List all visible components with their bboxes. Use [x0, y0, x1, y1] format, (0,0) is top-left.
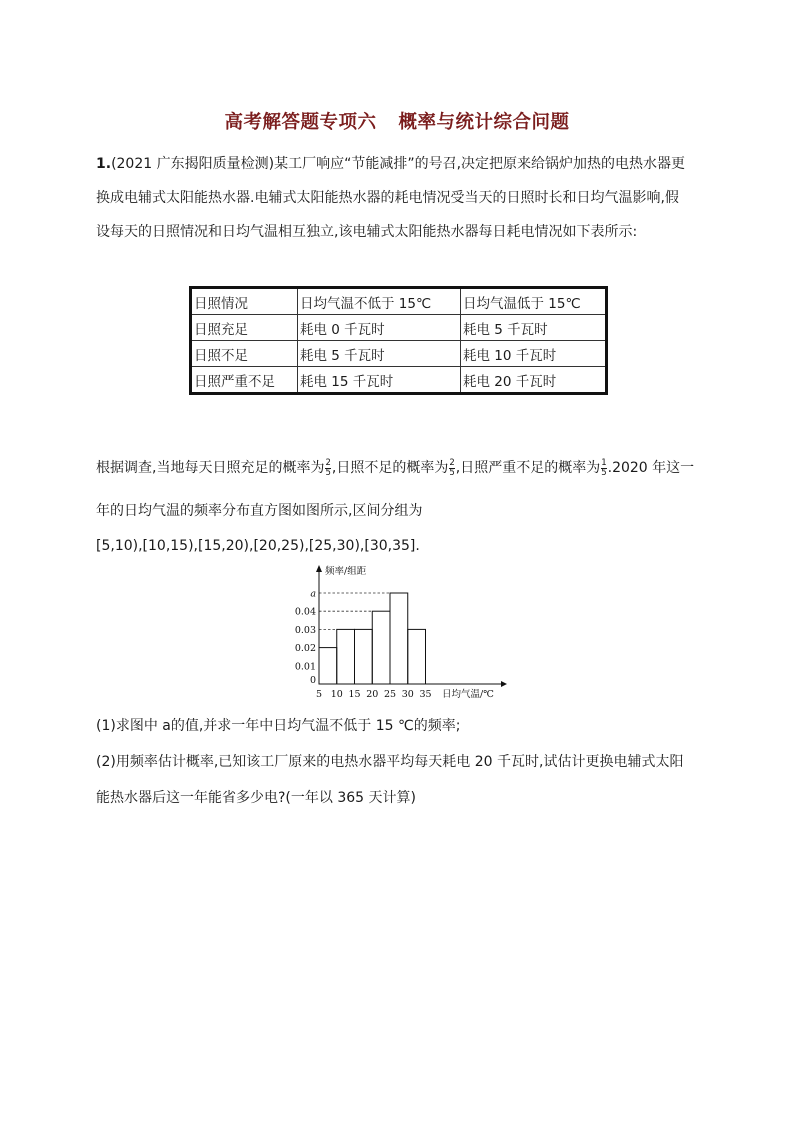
survey-line-1	[96, 454, 706, 482]
y-axis-label: 频率/组距	[325, 566, 367, 577]
y-tick-label: 0.04	[295, 606, 316, 618]
title-part1: 高考解答题专项六	[224, 112, 377, 133]
x-tick-label: 20	[366, 689, 379, 700]
survey-text: ,日照严重不足的概率为	[455, 460, 601, 476]
problem-line-1	[96, 154, 706, 174]
table-row	[191, 315, 607, 341]
table-header-cell: 日均气温低于 15℃	[461, 288, 607, 315]
fraction-denominator: 5	[601, 467, 607, 478]
histogram-bar	[319, 648, 337, 684]
table-row	[191, 341, 607, 367]
question-2-line-1: (2)用频率估计概率,已知该工厂原来的电热水器平均每天耗电 20 千瓦时,试估计更换电辅式太阳	[96, 754, 684, 770]
table-cell: 耗电 20 千瓦时	[461, 367, 607, 394]
table-header-cell: 日照情况	[191, 288, 298, 315]
histogram-bar	[372, 611, 390, 684]
fraction-denominator: 5	[325, 467, 331, 478]
fraction-denominator: 5	[449, 467, 455, 478]
x-axis-arrow	[501, 681, 507, 687]
y-axis-arrow	[316, 565, 322, 572]
temperature-histogram	[295, 560, 510, 705]
histogram-bar	[337, 629, 355, 684]
table-cell: 日照严重不足	[191, 367, 298, 394]
fraction-numerator: 1	[601, 457, 607, 468]
y-tick-label: 0.02	[295, 643, 316, 655]
x-tick-label: 30	[401, 689, 414, 700]
table-header-cell: 日均气温不低于 15℃	[298, 288, 461, 315]
question-2-line-2: 能热水器后这一年能省多少电?(一年以 365 天计算)	[96, 790, 416, 806]
survey-text: .2020 年这一	[607, 460, 695, 476]
survey-line-2: 年的日均气温的频率分布直方图如图所示,区间分组为	[96, 503, 423, 519]
histogram-bar	[355, 629, 373, 684]
survey-line-3: [5,10),[10,15),[15,20),[20,25),[25,30),[30,35].	[96, 538, 420, 554]
problem-line-3: 设每天的日照情况和日均气温相互独立,该电辅式太阳能热水器每日耗电情况如下表所示:	[96, 224, 638, 240]
histogram-bar	[408, 629, 426, 684]
fraction	[601, 459, 606, 478]
problem-number: 1.	[96, 156, 112, 172]
problem-text-1: (2021 广东揭阳质量检测)某工厂响应“节能减排”的号召,决定把原来给锅炉加热的电热水器更	[111, 156, 686, 172]
histogram-bar	[390, 593, 408, 684]
x-axis-label: 日均气温/℃	[442, 689, 494, 700]
table-cell: 耗电 0 千瓦时	[298, 315, 461, 341]
x-tick-label: 35	[419, 689, 432, 700]
page-title	[0, 108, 794, 134]
x-tick-label: 15	[348, 689, 361, 700]
table-header-row	[191, 288, 607, 315]
table-cell: 日照充足	[191, 315, 298, 341]
question-1: (1)求图中 a的值,并求一年中日均气温不低于 15 ℃的频率;	[96, 718, 461, 734]
table-cell: 耗电 15 千瓦时	[298, 367, 461, 394]
x-tick-label: 25	[383, 689, 397, 700]
survey-text: ,日照不足的概率为	[331, 460, 449, 476]
table-row	[191, 367, 607, 394]
fraction-numerator: 2	[449, 457, 455, 468]
fraction	[325, 459, 330, 478]
y-tick-label: a	[310, 588, 316, 600]
title-part2: 概率与统计综合问题	[398, 112, 570, 133]
x-tick-label: 5	[315, 689, 323, 700]
table-cell: 耗电 5 千瓦时	[461, 315, 607, 341]
y-tick-label: 0	[309, 675, 316, 686]
problem-line-2: 换成电辅式太阳能热水器.电辅式太阳能热水器的耗电情况受当天的日照时长和日均气温影响,假	[96, 190, 679, 206]
y-tick-label: 0.03	[295, 624, 316, 636]
table-cell: 耗电 10 千瓦时	[461, 341, 607, 367]
table-cell: 耗电 5 千瓦时	[298, 341, 461, 367]
fraction	[449, 459, 454, 478]
table-cell: 日照不足	[191, 341, 298, 367]
y-tick-label: 0.01	[295, 661, 316, 673]
fraction-numerator: 2	[325, 457, 331, 468]
survey-text: 根据调查,当地每天日照充足的概率为	[96, 460, 325, 476]
x-tick-label: 10	[330, 689, 343, 700]
consumption-table	[189, 286, 608, 395]
